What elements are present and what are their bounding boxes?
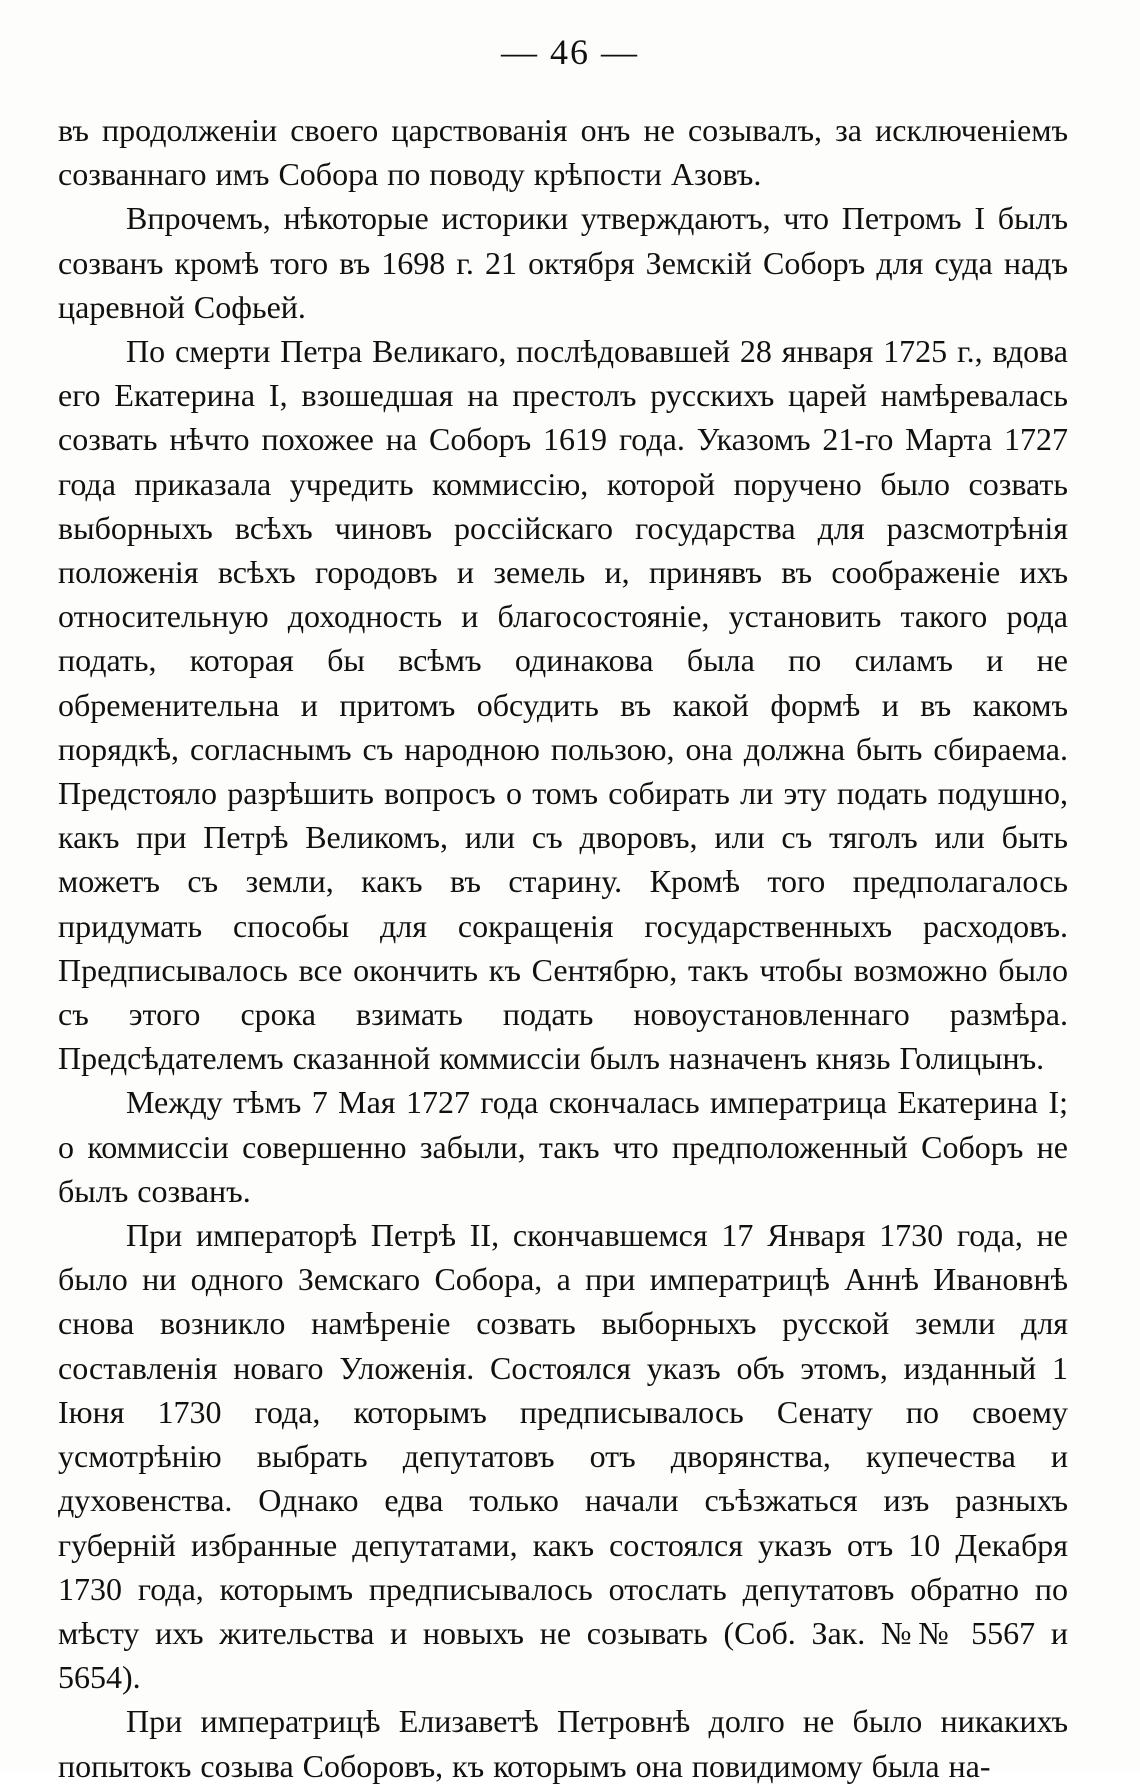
paragraph: При императорѣ Петрѣ II, скончавшемся 17 Января 1730 года, не было ни одного Земскаго Собора, а при императрицѣ Аннѣ Ивановнѣ снова возникло намѣреніе созвать выборныхъ русской земли для составленія новаго Уложенія. Состоялся указъ объ этомъ, изданный 1 Іюня 1730 года, которымъ предписывалось Сенату по своему усмотрѣнію выбрать депутатовъ отъ дворянства, купечества и духовенства. Однако едва только начали съѣзжаться изъ разныхъ губерній избранные депутатами, какъ состоялся указъ отъ 10 Декабря 1730 года, которымъ предписывалось отослать депутатовъ обратно по мѣсту ихъ жительства и новыхъ не созывать (Соб. Зак. №№ 5567 и 5654). — [58, 1217, 1068, 1696]
page-number: — 46 — — [501, 32, 639, 72]
paragraph: По смерти Петра Великаго, послѣдовавшей 28 января 1725 г., вдова его Екатерина I, взошедшая на престолъ русскихъ царей намѣревалась созвать нѣчто похожее на Соборъ 1619 года. Указомъ 21-го Марта 1727 года приказала учредить коммиссію, которой поручено было созвать выборныхъ всѣхъ чиновъ россійскаго государства для разсмотрѣнія положенія всѣхъ городовъ и земель и, принявъ въ соображеніе ихъ относительную доходность и благосостояніе, установить такого рода подать, которая бы всѣмъ одинакова была по силамъ и не обременительна и притомъ обсудить въ какой формѣ и въ какомъ порядкѣ, согласнымъ съ народною пользою, она должна быть сбираема. Предстояло разрѣшить вопросъ о томъ собирать ли эту подать подушно, какъ при Петрѣ Великомъ, или съ дворовъ, или съ тяголъ или быть можетъ съ земли, какъ въ старину. Кромѣ того предполагалось придумать способы для сокращенія государственныхъ расходовъ. Предписывалось все окончить къ Сентябрю, такъ чтобы возможно было съ этого срока взимать подать новоустановленнаго размѣра. Предсѣдателемъ сказанной коммиссіи былъ назначенъ князь Голицынъ. — [58, 333, 1068, 1077]
body-text — [58, 108, 1068, 1788]
paragraph: При императрицѣ Елизаветѣ Петровнѣ долго не было никакихъ попытокъ созыва Соборовъ, къ которымъ она повидимому была на- — [58, 1703, 1068, 1784]
paragraph: Впрочемъ, нѣкоторые историки утверждаютъ, что Петромъ I былъ созванъ кромѣ того въ 1698 г. 21 октября Земскій Соборъ для суда надъ царевной Софьей. — [58, 200, 1068, 325]
paragraph: Между тѣмъ 7 Мая 1727 года скончалась императрица Екатерина I; о коммиссіи совершенно забыли, такъ что предположенный Соборъ не былъ созванъ. — [58, 1084, 1068, 1209]
paragraph-continuation: въ продолженіи своего царствованія онъ не созывалъ, за исключеніемъ созваннаго имъ Собора по поводу крѣпости Азовъ. — [58, 112, 1068, 193]
